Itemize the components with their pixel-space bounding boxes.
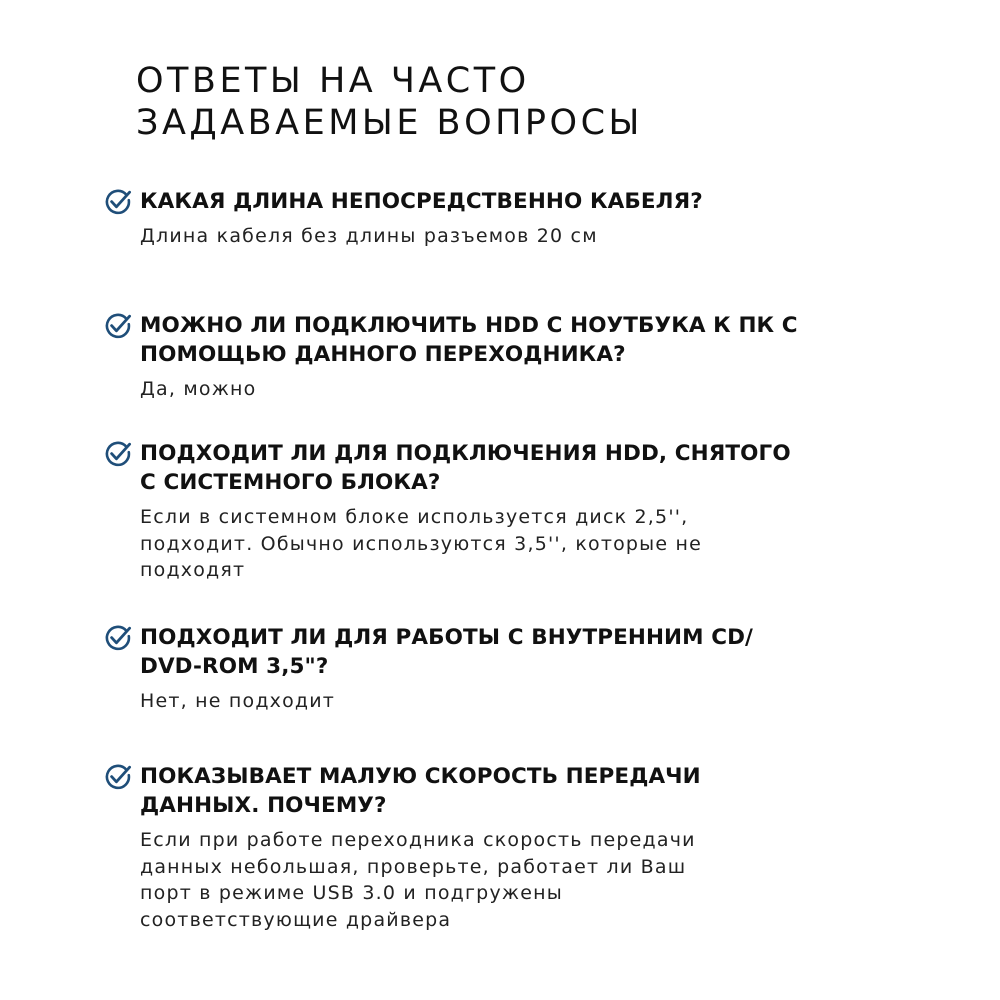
- faq-question-line: С СИСТЕМНОГО БЛОКА?: [140, 470, 441, 495]
- faq-question-line: КАКАЯ ДЛИНА НЕПОСРЕДСТВЕННО КАБЕЛЯ?: [140, 189, 703, 214]
- faq-answer-line: соответствующие драйвера: [140, 908, 452, 931]
- faq-answer: [140, 223, 844, 250]
- faq-question-line: ДАННЫХ. ПОЧЕМУ?: [140, 793, 387, 818]
- check-circle-icon: [104, 188, 132, 216]
- faq-answer-line: Нет, не подходит: [140, 690, 336, 712]
- faq-answer: [140, 504, 844, 584]
- faq-question: [140, 439, 844, 497]
- faq-answer-line: Длина кабеля без длины разъемов 20 см: [140, 225, 598, 247]
- faq-question: [140, 187, 844, 216]
- faq-question-line: ПОКАЗЫВАЕТ МАЛУЮ СКОРОСТЬ ПЕРЕДАЧИ: [140, 764, 701, 789]
- faq-question: [140, 762, 844, 820]
- faq-answer-line: Если в системном блоке используется диск 2,5'',: [140, 506, 689, 528]
- faq-answer-line: подходят: [140, 559, 246, 581]
- faq-question-line: МОЖНО ЛИ ПОДКЛЮЧИТЬ HDD С НОУТБУКА К ПК С: [140, 313, 798, 338]
- faq-item-transfer-speed: [104, 762, 844, 933]
- faq-question-line: ПОМОЩЬЮ ДАННОГО ПЕРЕХОДНИКА?: [140, 342, 626, 367]
- page-title-line-1: ОТВЕТЫ НА ЧАСТО: [136, 61, 530, 101]
- faq-question: [140, 623, 844, 681]
- faq-item-laptop-hdd: [104, 311, 844, 403]
- faq-question-line: DVD-ROM 3,5"?: [140, 654, 329, 679]
- page-title-line-2: ЗАДАВАЕМЫЕ ВОПРОСЫ: [136, 103, 643, 143]
- faq-answer: [140, 827, 844, 933]
- faq-item-desktop-hdd: [104, 439, 844, 584]
- faq-answer-line: подходит. Обычно используются 3,5'', которые не: [140, 532, 703, 555]
- faq-question-line: ПОДХОДИТ ЛИ ДЛЯ РАБОТЫ С ВНУТРЕННИМ CD/: [140, 625, 754, 650]
- faq-question-line: ПОДХОДИТ ЛИ ДЛЯ ПОДКЛЮЧЕНИЯ HDD, СНЯТОГО: [140, 441, 791, 466]
- faq-item-cable-length: [104, 187, 844, 250]
- faq-answer-line: порт в режиме USB 3.0 и подгружены: [140, 882, 563, 904]
- faq-item-cd-dvd: [104, 623, 844, 715]
- check-circle-icon: [104, 440, 132, 468]
- check-circle-icon: [104, 624, 132, 652]
- faq-answer: [140, 688, 844, 715]
- page-title: [136, 60, 916, 144]
- faq-question: [140, 311, 844, 369]
- check-circle-icon: [104, 312, 132, 340]
- faq-answer-line: Да, можно: [140, 378, 257, 400]
- faq-answer-line: данных небольшая, проверьте, работает ли Ваш: [140, 855, 687, 878]
- faq-answer: [140, 376, 844, 403]
- faq-answer-line: Если при работе переходника скорость передачи: [140, 829, 696, 851]
- check-circle-icon: [104, 763, 132, 791]
